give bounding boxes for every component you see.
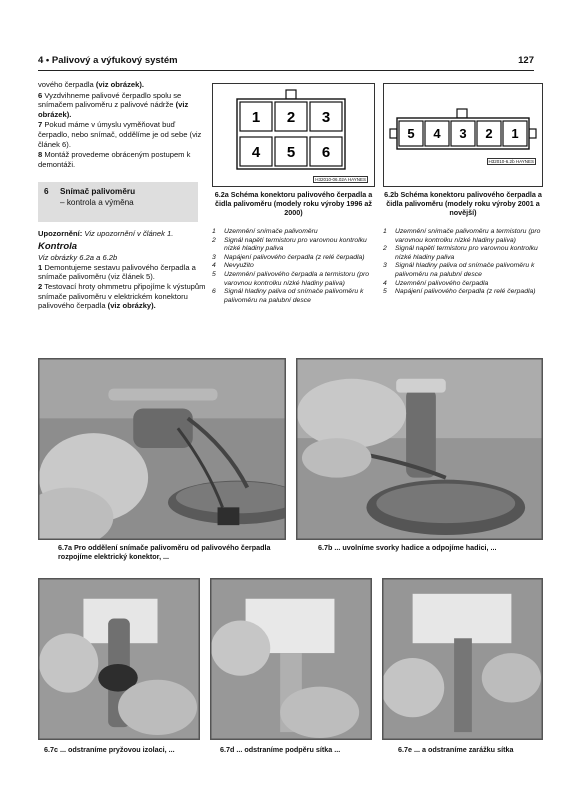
paragraph-5-end: vového čerpadla (viz obrázek). [38, 80, 144, 89]
left-column-lower [38, 229, 206, 311]
photo-6-7c [38, 578, 200, 740]
legend-item: 2 Signál napětí termistoru pro varovnou kontrolku nízké hladiny paliva [212, 236, 367, 253]
photo-strainer-stop [383, 579, 542, 739]
section-number: 6 [44, 187, 49, 196]
connector-diagram-6-2b [383, 83, 543, 187]
page-number: 127 [518, 55, 534, 66]
pin-label: 4 [251, 144, 261, 161]
legend-item: 1 Uzemnění snímače palivoměru a termistoru (pro varovnou kontrolku nízké hladiny paliva) [383, 228, 541, 244]
legend-item: 4 Uzemnění palivového čerpadla [383, 279, 489, 287]
photo-6-7e [382, 578, 543, 740]
left-column-text [38, 80, 204, 170]
step-8: 8 Montáž provedeme obráceným postupem k demontáži. [38, 150, 191, 169]
step-7: 7 Pokud máme v úmyslu vyměňovat buď čerpadlo, nebo snímač, oddělíme je od sebe (viz článek 6). [38, 120, 202, 149]
step-6: 6 Vyzdvihneme palivové čerpadlo spolu se snímačem palivoměru z palivové nádrže (viz obrázek). [38, 90, 189, 119]
legend-6-2a [212, 228, 382, 305]
page-header [38, 55, 534, 71]
pin-label: 1 [511, 126, 519, 141]
connector-5-pin-drawing [384, 84, 542, 186]
photo-strainer-support [211, 579, 371, 739]
pin-label: 3 [459, 126, 467, 141]
section-title: 4 • Palivový a výfukový systém [38, 55, 178, 66]
section-heading-box [38, 182, 198, 222]
legend-item: 1 Uzemnění snímače palivoměru [212, 228, 318, 235]
pin-label: 2 [485, 126, 493, 141]
photo-caption-6-7b: 6.7b ... uvolníme svorky hadice a odpojíme hadici, ... [318, 543, 497, 552]
pin-label: 6 [321, 144, 331, 161]
photo-caption-6-7d: 6.7d ... odstraníme podpěru sítka ... [220, 745, 341, 754]
haynes-tag: H32010-06.02A HAYNES [315, 177, 366, 182]
legend-item: 3 Napájení palivového čerpadla (z relé čerpadla) [212, 253, 365, 261]
figure-caption-6-2a: 6.2a Schéma konektoru palivového čerpadla a čidla palivoměru (modely roku výroby 1996 až 2000) [214, 190, 373, 217]
pin-label: 2 [286, 109, 296, 126]
warning-line: Upozornění: Viz upozornění v článek 1. [38, 229, 174, 238]
pin-label: 5 [407, 126, 415, 141]
legend-item: 5 Napájení palivového čerpadla (z relé čerpadla) [383, 288, 536, 296]
connector-6-pin-drawing [213, 84, 374, 186]
photo-6-7d [210, 578, 372, 740]
photo-6-7a [38, 358, 286, 540]
pin-label: 3 [321, 109, 331, 126]
legend-item: 5 Uzemnění palivového čerpadla a termistoru (pro varovnou kontrolku nízké hladiny paliva) [212, 270, 370, 287]
pin-label: 1 [251, 109, 261, 126]
photo-rubber-insulation [39, 579, 199, 739]
check-step-2: 2 Testovací hroty ohmmetru připojíme k výstupům snímače palivoměru v elektrickém konektoru palivového čerpadla (viz obrázky). [38, 281, 206, 311]
photo-caption-6-7c: 6.7c ... odstraníme pryžovou izolaci, ... [44, 745, 175, 754]
see-figures: Viz obrázky 6.2a a 6.2b [38, 253, 118, 263]
photo-caption-6-7a: 6.7a Pro oddělení snímače palivoměru od palivového čerpadla rozpojíme elektrický konektor, ... [58, 543, 271, 561]
section-subheading: – kontrola a výměna [60, 198, 134, 207]
section-heading: Snímač palivoměru [60, 187, 136, 196]
check-step-1: 1 Demontujeme sestavu palivového čerpadla a snímače palivoměru (viz článek 5). [38, 262, 196, 282]
legend-item: 6 Signál hladiny paliva od snímače palivoměru k palivoměru na palubní desce [212, 288, 364, 304]
photo-connector-disconnect [39, 359, 285, 539]
photo-caption-6-7e: 6.7e ... a odstraníme zarážku sítka [398, 745, 514, 754]
header-rule [38, 70, 534, 71]
legend-item: 2 Signál napětí termistoru pro varovnou kontrolku nízké hladiny paliva [383, 245, 538, 261]
pin-label: 5 [286, 144, 296, 161]
pin-label: 4 [433, 126, 441, 141]
connector-diagram-6-2a [212, 83, 375, 187]
photo-6-7b [296, 358, 543, 540]
figure-caption-6-2b: 6.2b Schéma konektoru palivového čerpadla a čidla palivoměru (modely roku výroby 2001 a novější) [384, 190, 542, 217]
haynes-tag: H32010-6.2b HAYNES [488, 159, 534, 164]
legend-item: 3 Signál hladiny paliva od snímače palivoměru k palivoměru na palubní desce [383, 262, 535, 278]
legend-item: 4 Nevyužito [212, 262, 254, 270]
kontrola-heading: Kontrola [38, 240, 78, 252]
photo-hose-disconnect [297, 359, 542, 539]
legend-6-2b [383, 228, 551, 297]
